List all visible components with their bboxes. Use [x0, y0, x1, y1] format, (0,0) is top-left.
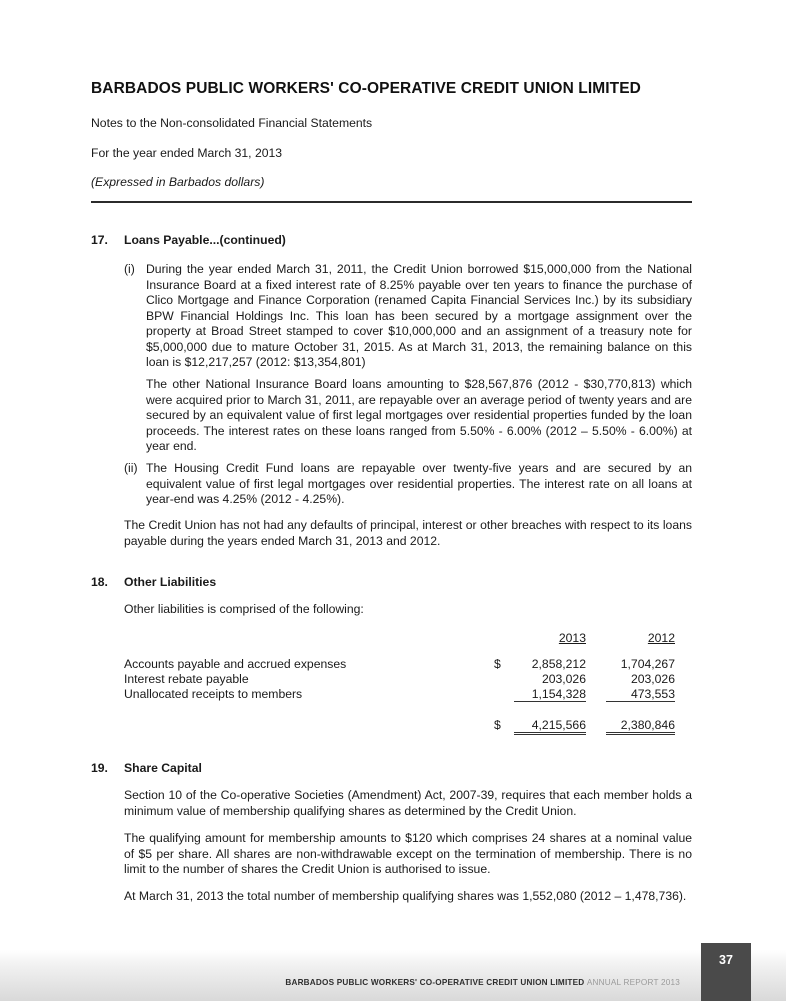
- item-ii-paragraph: The Housing Credit Fund loans are repayable over twenty-five years and are secured by an equivalent value of first legal mortgages over residential properties. The interest rate on all loans at year-end was 4.25% (2012 - 4.25%).: [146, 461, 692, 506]
- section-17-number: 17.: [91, 233, 108, 247]
- footer-text: [285, 975, 680, 991]
- page-number-box: [701, 943, 751, 1001]
- reporting-period: For the year ended March 31, 2013: [91, 146, 283, 160]
- section-17-closing: The Credit Union has not had any defaults of principal, interest or other breaches with respect to its loans payable during the years ended March 31, 2013 and 2012.: [124, 518, 692, 548]
- document-subtitle: Notes to the Non-consolidated Financial Statements: [91, 116, 373, 130]
- row-label: Unallocated receipts to members: [124, 687, 303, 701]
- section-17-title: Loans Payable...(continued): [124, 233, 286, 247]
- row-value-2013: 2,858,212: [531, 657, 586, 671]
- currency-note: (Expressed in Barbados dollars): [91, 175, 265, 189]
- footer-org: BARBADOS PUBLIC WORKERS' CO-OPERATIVE CREDIT UNION LIMITED: [285, 978, 585, 987]
- section-18-number: 18.: [91, 575, 108, 589]
- section-19-paragraph-3: At March 31, 2013 the total number of membership qualifying shares was 1,552,080 (2012 – 1,478,736).: [124, 889, 687, 903]
- footer-report: ANNUAL REPORT 2013: [586, 978, 680, 987]
- total-value-2013: 4,215,566: [514, 718, 586, 735]
- column-header-2013: 2013: [558, 631, 586, 645]
- row-value-2012: 203,026: [630, 672, 675, 686]
- row-value-2013: 1,154,328: [514, 687, 586, 702]
- page-number: 37: [719, 953, 733, 967]
- section-19-title: Share Capital: [124, 761, 202, 775]
- section-19-paragraph-2: The qualifying amount for membership amounts to $120 which comprises 24 shares at a nominal value of $5 per share. All shares are non-withdrawable except on the termination of membership. There is no limit to the number of shares the Credit Union is authorised to issue.: [124, 831, 692, 876]
- document-title: BARBADOS PUBLIC WORKERS' CO-OPERATIVE CREDIT UNION LIMITED: [91, 80, 641, 97]
- row-value-2013: 203,026: [541, 672, 586, 686]
- row-value-2012: 1,704,267: [620, 657, 675, 671]
- item-i-paragraph-2: The other National Insurance Board loans amounting to $28,567,876 (2012 - $30,770,813) which were acquired prior to March 31, 2011, are repayable over an average period of twenty years and are secured by an equivalent value of first legal mortgages over residential properties funded by the loan proceeds. The interest rates on these loans ranged from 5.50% - 6.00% (2012 – 5.50% - 6.00%) at year end.: [146, 377, 692, 453]
- item-i-paragraph-1: During the year ended March 31, 2011, the Credit Union borrowed $15,000,000 from the National Insurance Board at a fixed interest rate of 8.25% payable over ten years to finance the purchase of Clico Mortgage and Finance Corporation (renamed Capita Financial Services Inc.) by its subsidiary BPW Financial Holdings Inc. This loan has been secured by a mortgage assignment over the property at Broad Street stamped to cover $10,000,000 and an assignment of a treasury note for $5,000,000 due to mature October 31, 2015. As at March 31, 2013, the remaining balance on this loan is $12,217,257 (2012: $13,354,801): [146, 262, 692, 369]
- item-ii-marker: (ii): [124, 461, 138, 475]
- header-divider: [91, 201, 692, 203]
- item-i-marker: (i): [124, 262, 135, 276]
- section-19-number: 19.: [91, 761, 108, 775]
- row-value-2012: 473,553: [606, 687, 675, 702]
- row-label: Accounts payable and accrued expenses: [124, 657, 347, 671]
- section-18-intro: Other liabilities is comprised of the following:: [124, 602, 364, 616]
- section-19-paragraph-1: Section 10 of the Co-operative Societies (Amendment) Act, 2007-39, requires that each member holds a minimum value of membership qualifying shares as determined by the Credit Union.: [124, 788, 692, 818]
- row-label: Interest rebate payable: [124, 672, 249, 686]
- column-header-2012: 2012: [647, 631, 675, 645]
- total-currency-symbol: $: [494, 718, 501, 732]
- section-18-title: Other Liabilities: [124, 575, 217, 589]
- currency-symbol: $: [494, 657, 501, 671]
- total-value-2012: 2,380,846: [606, 718, 675, 735]
